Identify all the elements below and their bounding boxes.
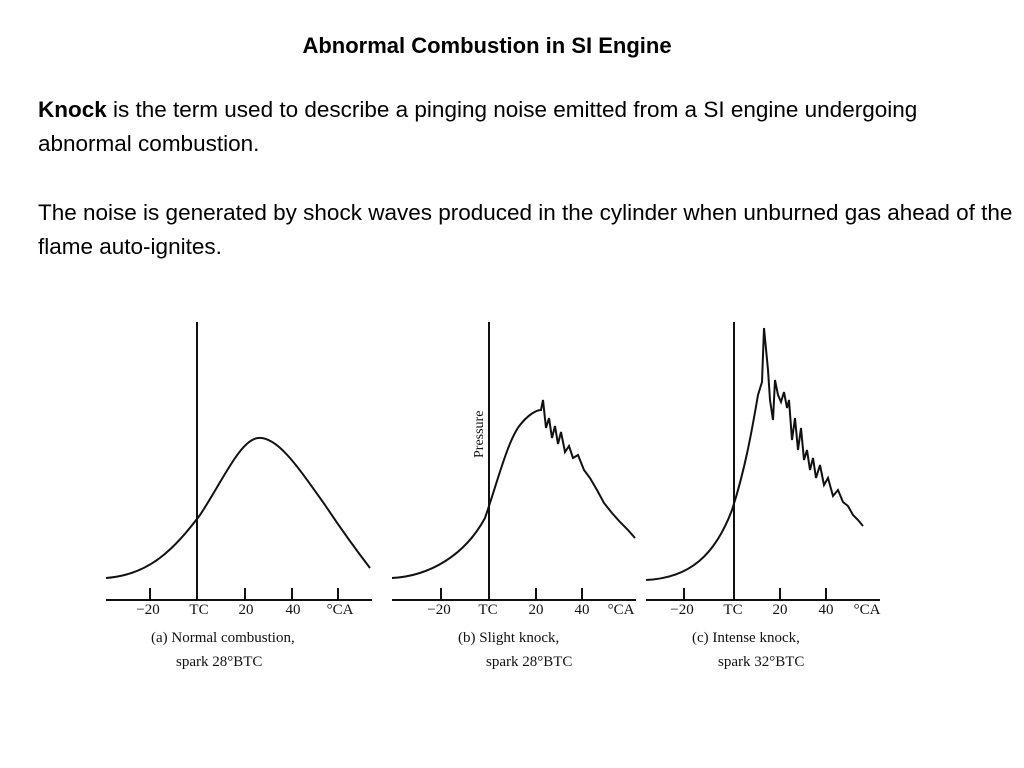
tick-label: −20	[670, 602, 694, 618]
tick-label: 20	[528, 602, 544, 618]
knock-definition-paragraph	[38, 93, 1013, 161]
tick-label: TC	[189, 602, 209, 618]
panel-b-caption-line1: (b) Slight knock,	[458, 630, 560, 646]
noise-explanation-paragraph: The noise is generated by shock waves produced in the cylinder when unburned gas ahead of the flame auto-ignites.	[38, 200, 1013, 259]
panel-b-tick-labels	[427, 602, 634, 618]
tick-label: −20	[136, 602, 160, 618]
slide-title: Abnormal Combustion in SI Engine	[302, 33, 672, 58]
tick-label: 40	[574, 602, 590, 618]
tick-label: TC	[723, 602, 743, 618]
x-unit-label: °CA	[853, 602, 881, 618]
panel-a-graph	[106, 322, 372, 600]
pressure-traces-figure	[0, 300, 1024, 720]
panel-a-pressure-curve	[106, 438, 370, 578]
x-unit-label: °CA	[607, 602, 635, 618]
panel-b-graph	[392, 322, 636, 600]
tick-label: TC	[478, 602, 498, 618]
tick-label: 40	[285, 602, 301, 618]
tick-label: −20	[427, 602, 451, 618]
tick-label: 40	[818, 602, 834, 618]
panel-b-caption-line2: spark 28°BTC	[486, 654, 573, 670]
tick-label: 20	[238, 602, 254, 618]
x-unit-label: °CA	[326, 602, 354, 618]
panel-c-caption-line1: (c) Intense knock,	[692, 630, 800, 646]
knock-definition-text: is the term used to describe a pinging noise emitted from a SI engine undergoing abnormal combustion.	[38, 97, 918, 156]
pressure-traces-svg	[0, 300, 1024, 720]
panel-a-tick-labels	[136, 602, 353, 618]
tick-label: 20	[772, 602, 788, 618]
panel-a-caption-line1: (a) Normal combustion,	[151, 630, 295, 646]
panel-c-pressure-curve	[646, 328, 863, 580]
y-axis-label: Pressure	[472, 410, 487, 458]
panel-a-caption-line2: spark 28°BTC	[176, 654, 263, 670]
panel-c-caption-line2: spark 32°BTC	[718, 654, 805, 670]
panel-b-pressure-curve	[392, 400, 635, 578]
knock-keyword: Knock	[38, 97, 107, 122]
panel-c-graph	[646, 322, 880, 600]
panel-c-tick-labels	[670, 602, 880, 618]
